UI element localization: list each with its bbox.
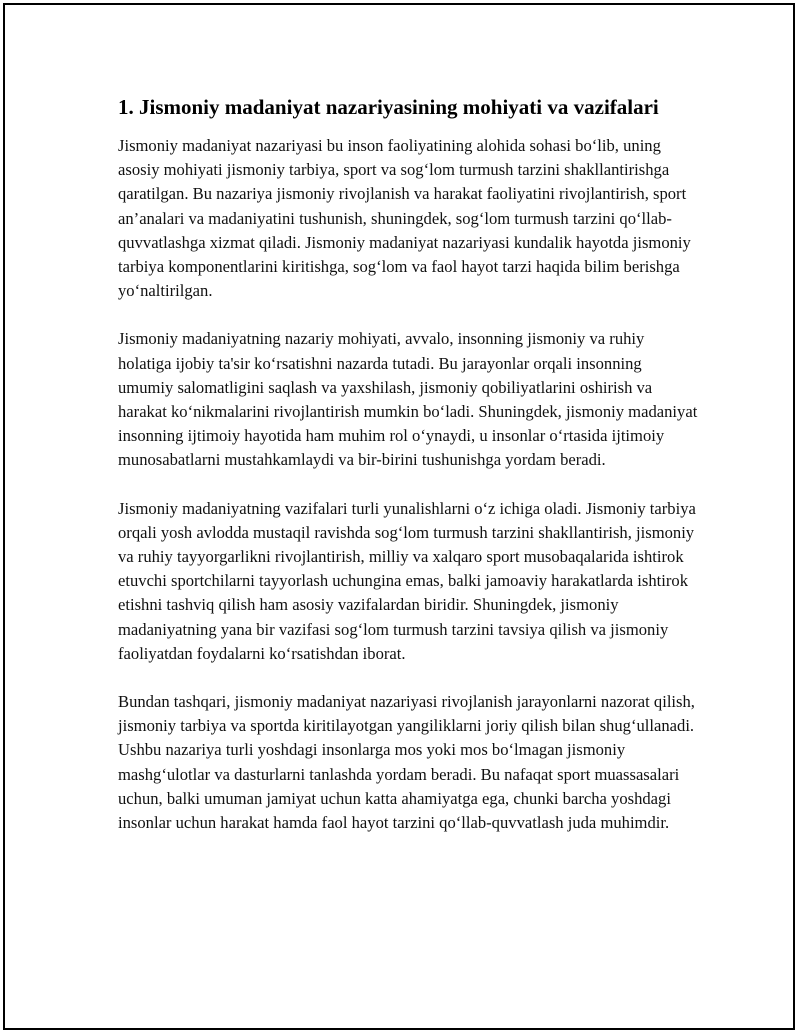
paragraph-4: Bundan tashqari, jismoniy madaniyat nazariyasi rivojlanish jarayonlarni nazorat qilish, jismoniy tarbiya va sportda kiritilayotgan yangiliklarni joriy qilish bilan shug‘ullanadi. Ushbu nazariya turli yoshdagi insonlarga mos yoki mos bo‘lmagan jismoniy mashg‘ulotlar va dasturlarni tanlashda yordam beradi. Bu nafaqat sport muassasalari uchun, balki umuman jamiyat uchun katta ahamiyatga ega, chunki barcha yoshdagi insonlar uchun harakat hamda faol hayot tarzini qo‘llab-quvvatlash juda muhimdir. xyxy=(118,692,695,833)
paragraph-3: Jismoniy madaniyatning vazifalari turli yunalishlarni o‘z ichiga oladi. Jismoniy tarbiya orqali yosh avlodda mustaqil ravishda sog‘lom turmush tarzini shakllantirish, jismoniy va ruhiy tayyorgarlikni rivojlantirish, milliy va xalqaro sport musobaqalarida ishtirok etuvchi sportchilarni tayyorlash uchungina emas, balki jamoaviy harakatlarda ishtirok etishni tashviq qilish ham asosiy vazifalardan biridir. Shuningdek, jismoniy madaniyatning yana bir vazifasi sog‘lom turmush tarzini tavsiya qilish va jismoniy faoliyatdan foydalarni ko‘rsatishdan iborat. xyxy=(118,498,696,663)
document-body xyxy=(118,92,698,859)
paragraph-2: Jismoniy madaniyatning nazariy mohiyati, avvalo, insonning jismoniy va ruhiy holatiga ijobiy ta'sir ko‘rsatishni nazarda tutadi. Bu jarayonlar orqali insonning umumiy salomatligini saqlash va yaxshilash, jismoniy qobiliyatlarini oshirish va harakat ko‘nikmalarini rivojlantirish mumkin bo‘ladi. Shuningdek, jismoniy madaniyat insonning ijtimoiy hayotida ham muhim rol o‘ynaydi, u insonlar o‘rtasida ijtimoiy munosabatlarni mustahkamlaydi va bir-birini tushunishga yordam beradi. xyxy=(118,329,698,470)
document-title: 1. Jismoniy madaniyat nazariyasining mohiyati va vazifalari xyxy=(118,95,659,119)
paragraph-1: Jismoniy madaniyat nazariyasi bu inson faoliyatining alohida sohasi bo‘lib, uning asosiy mohiyati jismoniy tarbiya, sport va sog‘lom turmush tarzini shakllantirishga qaratilgan. Bu nazariya jismoniy rivojlanish va harakat faoliyatini rivojlantirish, sport an’analari va madaniyatini tushunish, shuningdek, sog‘lom turmush tarzini qo‘llab-quvvatlashga xizmat qiladi. Jismoniy madaniyat nazariyasi kundalik hayotda jismoniy tarbiya komponentlarini kiritishga, sog‘lom va faol hayot tarzi haqida bilim berishga yo‘naltirilgan. xyxy=(118,136,691,301)
